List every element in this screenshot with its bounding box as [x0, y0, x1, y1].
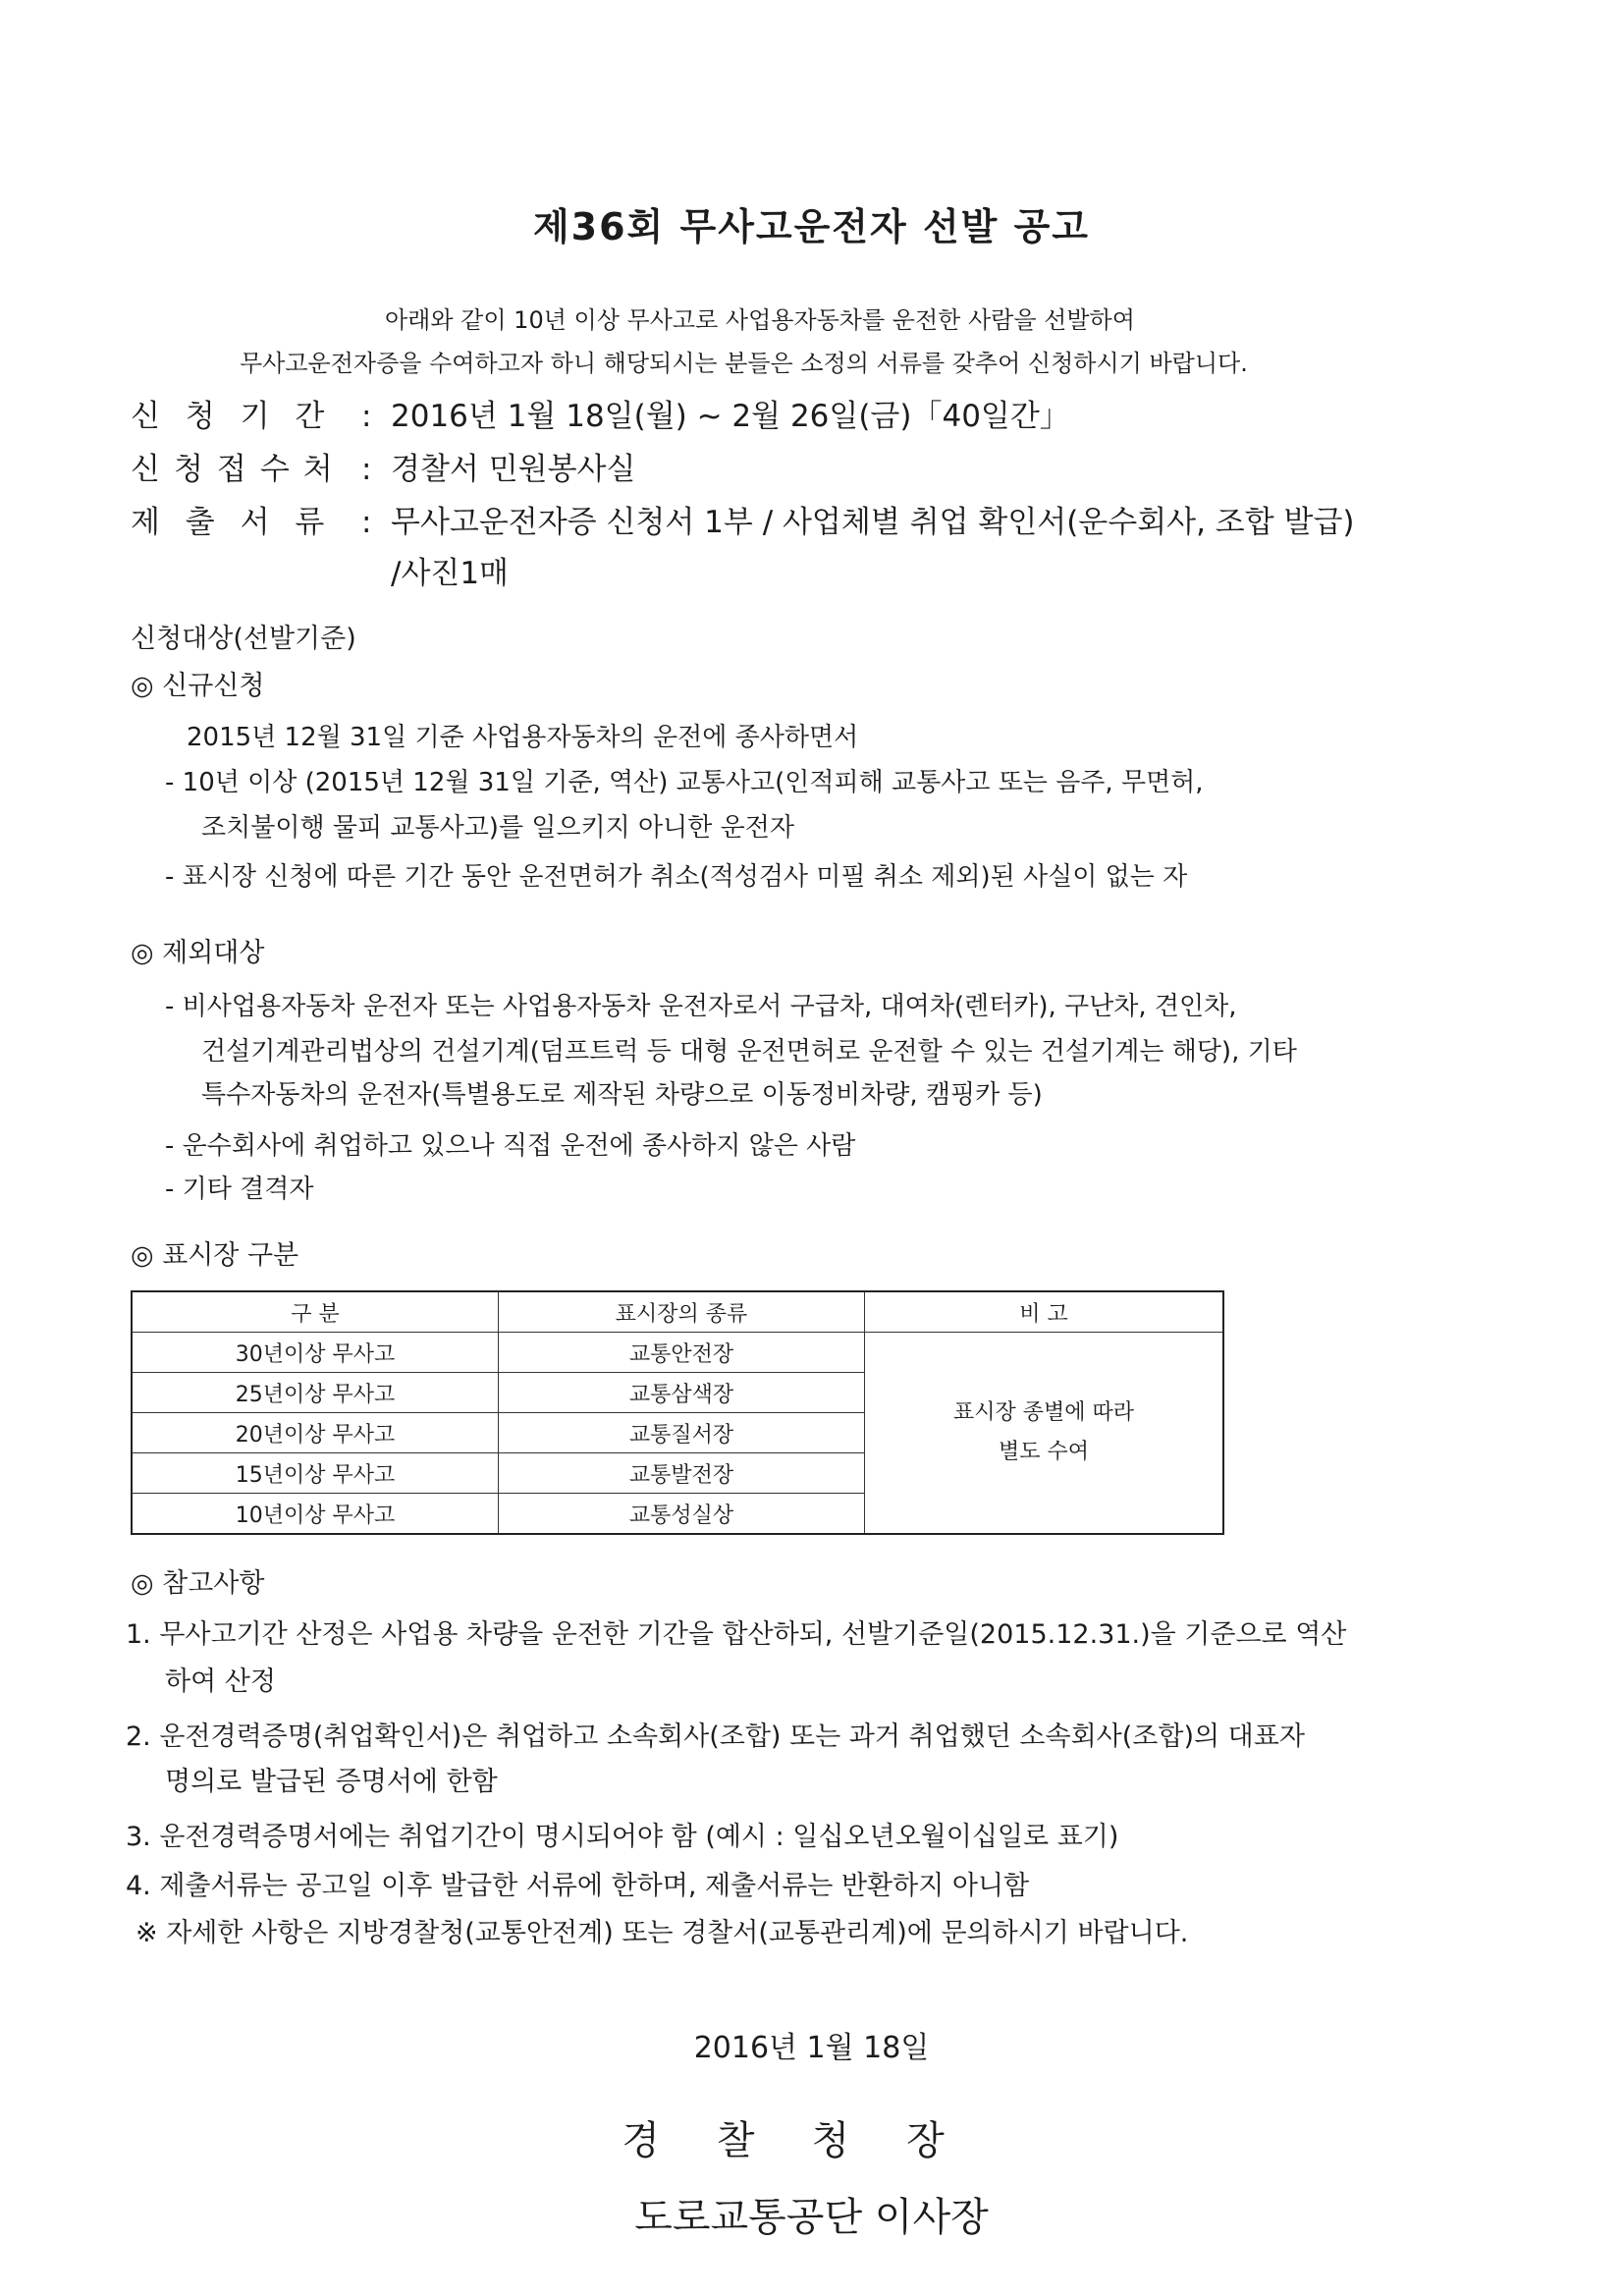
field-documents-continued: /사진1매	[391, 556, 510, 591]
badge-cell: 교통삼색장	[499, 1373, 865, 1413]
field-colon: :	[361, 399, 372, 434]
signature-road-traffic-authority: 도로교통공단 이사장	[634, 2195, 989, 2240]
remark-cell	[865, 1333, 1224, 1535]
field-value: 무사고운전자증 신청서 1부 / 사업체별 취업 확인서(운수회사, 조합 발급)	[391, 505, 1355, 540]
new-application-line: - 10년 이상 (2015년 12월 31일 기준, 역산) 교통사고(인적피해 교통사고 또는 음주, 무면허,	[165, 768, 1204, 797]
category-cell: 20년이상 무사고	[132, 1413, 499, 1453]
criteria-heading: 신청대상(선발기준)	[131, 624, 356, 654]
exclusion-line: 특수자동차의 운전자(특별용도로 제작된 차량으로 이동정비차량, 캠핑카 등)	[201, 1080, 1043, 1110]
document-title: 제36회 무사고운전자 선발 공고	[532, 205, 1091, 248]
field-value: 2016년 1월 18일(월) ~ 2월 26일(금)「40일간」	[391, 399, 1070, 434]
signature-police-commissioner: 경찰청장	[622, 2118, 1001, 2163]
reference-line: 2. 운전경력증명(취업확인서)은 취업하고 소속회사(조합) 또는 과거 취업했던 소속회사(조합)의 대표자	[126, 1722, 1305, 1752]
header-category: 구 분	[132, 1291, 499, 1333]
exclusion-line: - 비사업용자동차 운전자 또는 사업용자동차 운전자로서 구급차, 대여차(렌터카), 구난차, 견인차,	[165, 992, 1237, 1021]
badge-cell: 교통질서장	[499, 1413, 865, 1453]
table-row	[132, 1333, 1223, 1373]
field-colon: :	[361, 505, 372, 540]
category-cell: 25년이상 무사고	[132, 1373, 499, 1413]
reference-line: 하여 산정	[165, 1667, 276, 1697]
new-application-line: - 표시장 신청에 따른 기간 동안 운전면허가 취소(적성검사 미필 취소 제외)된 사실이 없는 자	[165, 862, 1188, 892]
reference-line: 4. 제출서류는 공고일 이후 발급한 서류에 한하며, 제출서류는 반환하지 아니함	[126, 1871, 1030, 1901]
new-application-heading: ◎ 신규신청	[131, 671, 265, 701]
exclusions-heading: ◎ 제외대상	[131, 938, 265, 968]
field-colon: :	[361, 452, 372, 487]
field-documents	[131, 497, 1355, 541]
badge-table	[131, 1290, 1224, 1535]
exclusion-line: - 기타 결격자	[165, 1175, 314, 1204]
badge-cell: 교통발전장	[499, 1453, 865, 1494]
remark-line: 별도 수여	[998, 1440, 1089, 1464]
remark-line: 표시장 종별에 따라	[952, 1400, 1134, 1425]
badge-cell: 교통안전장	[499, 1333, 865, 1373]
new-application-line: 2015년 12월 31일 기준 사업용자동차의 운전에 종사하면서	[187, 723, 859, 752]
category-cell: 30년이상 무사고	[132, 1333, 499, 1373]
reference-note: ※ 자세한 사항은 지방경찰청(교통안전계) 또는 경찰서(교통관리계)에 문의하시기 바랍니다.	[135, 1918, 1189, 1948]
field-label: 제 출 서 류	[131, 505, 333, 540]
category-cell: 10년이상 무사고	[132, 1494, 499, 1535]
field-label: 신청접수처	[131, 452, 347, 487]
reference-line: 명의로 발급된 증명서에 한함	[165, 1767, 498, 1797]
badge-section-heading: ◎ 표시장 구분	[131, 1240, 299, 1271]
exclusion-line: - 운수회사에 취업하고 있으나 직접 운전에 종사하지 않은 사람	[165, 1131, 856, 1161]
references-heading: ◎ 참고사항	[131, 1568, 265, 1599]
new-application-line: 조치불이행 물피 교통사고)를 일으키지 아니한 운전자	[201, 813, 795, 843]
table-header-row	[132, 1291, 1223, 1333]
header-remark: 비 고	[865, 1291, 1224, 1333]
intro-line-1: 아래와 같이 10년 이상 무사고로 사업용자동차를 운전한 사람을 선발하여	[385, 306, 1135, 334]
field-label: 신 청 기 간	[131, 399, 333, 434]
exclusion-line: 건설기계관리법상의 건설기계(덤프트럭 등 대형 운전면허로 운전할 수 있는 건설기계는 해당), 기타	[201, 1037, 1297, 1066]
reference-line: 3. 운전경력증명서에는 취업기간이 명시되어야 함 (예시 : 일십오년오월이십일로 표기)	[126, 1822, 1119, 1852]
notice-date: 2016년 1월 18일	[693, 2031, 930, 2065]
field-period	[131, 391, 1070, 435]
badge-cell: 교통성실상	[499, 1494, 865, 1535]
reference-line: 1. 무사고기간 산정은 사업용 차량을 운전한 기간을 합산하되, 선발기준일(2015.12.31.)을 기준으로 역산	[126, 1619, 1347, 1650]
category-cell: 15년이상 무사고	[132, 1453, 499, 1494]
header-badge: 표시장의 종류	[499, 1291, 865, 1333]
field-value: 경찰서 민원봉사실	[391, 452, 636, 487]
intro-line-2: 무사고운전자증을 수여하고자 하니 해당되시는 분들은 소정의 서류를 갖추어 신청하시기 바랍니다.	[240, 350, 1248, 377]
field-office	[131, 444, 635, 488]
